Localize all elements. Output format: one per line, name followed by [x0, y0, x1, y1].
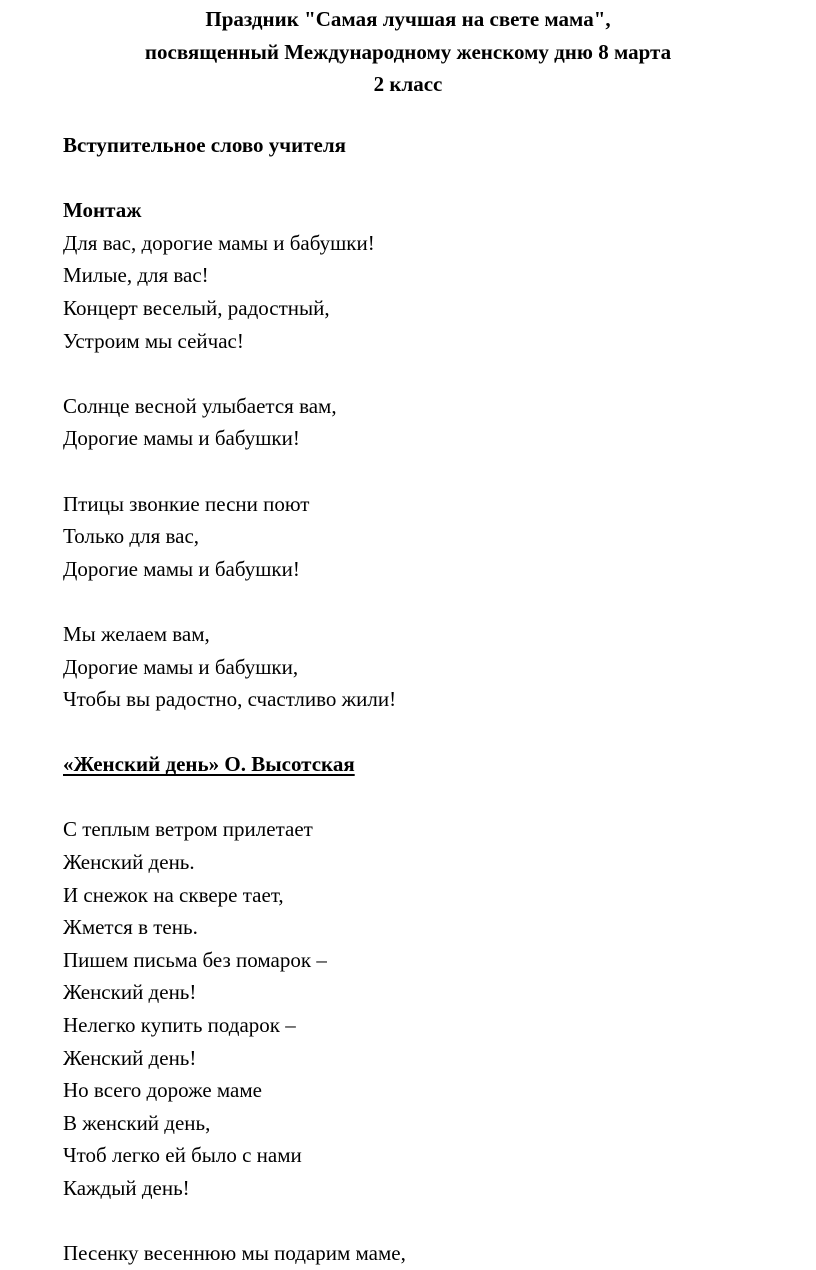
verse-line: Милые, для вас! — [63, 263, 209, 288]
verse-line: Только для вас, — [63, 524, 200, 549]
poem-line: Чтоб легко ей было с нами — [63, 1143, 302, 1168]
verse-line: Устроим мы сейчас! — [63, 328, 244, 353]
verse-line: Дорогие мамы и бабушки! — [63, 426, 300, 451]
intro-heading: Вступительное слово учителя — [63, 133, 347, 157]
title-line-1: Праздник "Самая лучшая на свете мама", — [205, 7, 611, 31]
poem-line: Пишем письма без помарок – — [63, 947, 327, 972]
poem-line: Женский день. — [63, 850, 195, 875]
poem-line: Каждый день! — [63, 1176, 190, 1200]
document-body — [63, 129, 783, 1270]
poem-line: Женский день! — [63, 1045, 197, 1070]
verse-line: Концерт веселый, радостный, — [63, 295, 330, 320]
document-title — [0, 3, 816, 101]
poem-line: С теплым ветром прилетает — [63, 817, 313, 842]
poem-line: Женский день! — [63, 980, 197, 1005]
verse-line: Дорогие мамы и бабушки! — [63, 556, 300, 581]
poem-line: Песенку весеннюю мы подарим маме, — [63, 1241, 406, 1266]
poem-heading: «Женский день» О. Высотская — [63, 752, 355, 777]
poem-verse — [63, 813, 783, 1269]
verse-line: Дорогие мамы и бабушки, — [63, 654, 299, 679]
verse-line: Для вас, дорогие мамы и бабушки! — [63, 230, 375, 255]
verse-line: Чтобы вы радостно, счастливо жили! — [63, 687, 397, 712]
poem-blank — [63, 1205, 783, 1238]
verse-line: Птицы звонкие песни поют — [63, 491, 310, 516]
montage-verse — [63, 227, 783, 716]
verse-line: Солнце весной улыбается вам, — [63, 393, 337, 418]
poem-line: В женский день, — [63, 1110, 211, 1135]
verse-blank — [63, 357, 783, 390]
title-line-2: посвященный Международному женскому дню 8 марта — [144, 39, 672, 64]
verse-line: Мы желаем вам, — [63, 621, 210, 646]
poem-line: И снежок на сквере тает, — [63, 882, 284, 907]
verse-blank — [63, 455, 783, 488]
poem-line: Жмется в тень. — [63, 915, 198, 940]
montage-heading: Монтаж — [63, 198, 142, 223]
poem-line: Нелегко купить подарок – — [63, 1013, 296, 1038]
title-line-3: 2 класс — [373, 72, 443, 96]
poem-line: Но всего дороже маме — [63, 1078, 262, 1103]
verse-blank — [63, 585, 783, 618]
